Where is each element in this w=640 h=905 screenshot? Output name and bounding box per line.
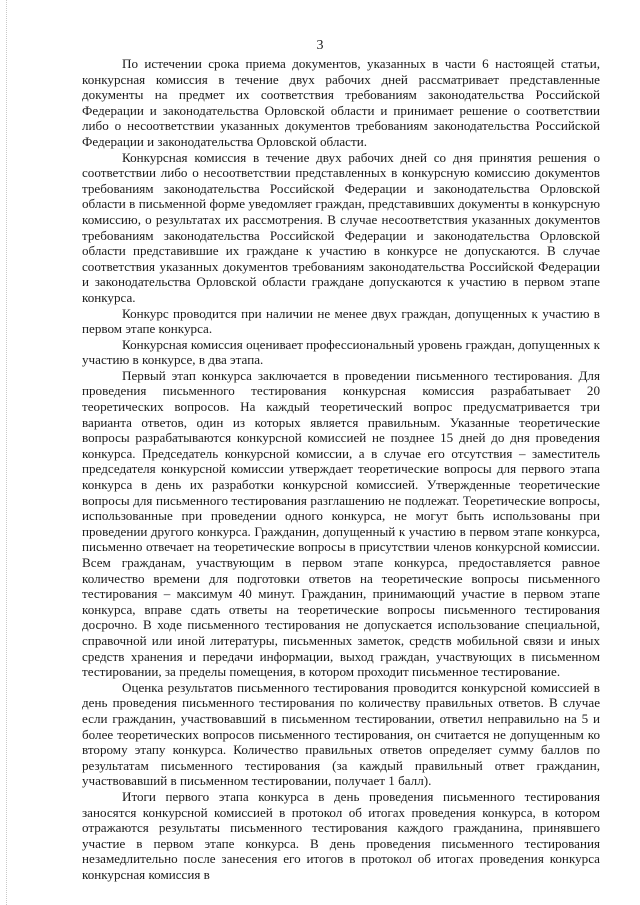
paragraph-two-stages: Конкурсная комиссия оценивает профессиональный уровень граждан, допущенных к участию в конкурсе, в два этапа. [82, 336, 600, 368]
scan-edge [6, 0, 8, 905]
document-body [82, 56, 600, 882]
paragraph-notification: Конкурсная комиссия в течение двух рабочих дней со дня принятия решения о соответствии либо о несоответствии представленных в конкурсную комиссию документов требованиям законодательства Российской Федерации и законодательства Орловской области в письменной форме уведомляет граждан, представивших документы в конкурсную комиссию, о результатах их рассмотрения. В случае несоответствия указанных документов требованиям законодательства Российской Федерации и законодательства Орловской области представившие их граждане к участию в конкурсе не допускаются. В случае соответствия указанных документов требованиям законодательства Российской Федерации и законодательства Орловской области граждане допускаются к участию в первом этапе конкурса. [82, 149, 600, 305]
paragraph-first-stage-results: Итоги первого этапа конкурса в день проведения письменного тестирования заносятся конкурсной комиссией в протокол об итогах проведения конкурса, в котором отражаются результаты письменного тестирования каждого гражданина, принявшего участие в первом этапе конкурса. В день проведения письменного тестирования незамедлительно после занесения его итогов в протокол об итогах проведения конкурса конкурсная комиссия в [82, 788, 600, 882]
paragraph-minimum-participants: Конкурс проводится при наличии не менее двух граждан, допущенных к участию в первом этапе конкурса. [82, 305, 600, 337]
paragraph-test-evaluation: Оценка результатов письменного тестирования проводится конкурсной комиссией в день проведения письменного тестирования по количеству правильных ответов. В случае если гражданин, участвовавший в письменном тестировании, ответил неправильно на 5 и более теоретических вопросов письменного тестирования, он считается не допущенным ко второму этапу конкурса. Количество правильных ответов определяет сумму баллов по результатам письменного тестирования (за каждый правильный ответ гражданин, участвовавший в письменном тестировании, получает 1 балл). [82, 679, 600, 789]
page-number: 3 [316, 38, 324, 53]
paragraph-document-review: По истечении срока приема документов, указанных в части 6 настоящей статьи, конкурсная комиссия в течение двух рабочих дней рассматривает представленные документы на предмет их соответствия требованиям законодательства Российской Федерации и законодательства Орловской области и принимает решение о соответствии либо о несоответствии указанных документов требованиям законодательства Российской Федерации и законодательства Орловской области. [82, 56, 600, 149]
paragraph-written-test: Первый этап конкурса заключается в проведении письменного тестирования. Для проведения письменного тестирования конкурсная комиссия разрабатывает 20 теоретических вопросов. На каждый теоретический вопрос предусматривается три варианта ответов, один из которых является правильным. Указанные теоретические вопросы разрабатываются конкурсной комиссией не позднее 15 дней до дня проведения конкурса. Председатель конкурсной комиссии, а в случае его отсутствия – заместитель председателя конкурсной комиссии утверждает теоретические вопросы для первого этапа конкурса в день их разработки конкурсной комиссией. Утвержденные теоретические вопросы для письменного тестирования разглашению не подлежат. Теоретические вопросы, использованные при проведении одного конкурса, не могут быть использованы при проведении другого конкурса. Гражданин, допущенный к участию в первом этапе конкурса, письменно отвечает на теоретические вопросы в присутствии членов конкурсной комиссии. Всем гражданам, участвующим в первом этапе конкурса, предоставляется равное количество времени для подготовки ответов на теоретические вопросы письменного тестирования – максимум 40 минут. Гражданин, принимающий участие в первом этапе конкурса, вправе сдать ответы на теоретические вопросы письменного тестирования досрочно. В ходе письменного тестирования не допускается использование специальной, справочной или иной литературы, письменных заметок, средств мобильной связи и иных средств хранения и передачи информации, выход граждан, участвующих в письменном тестировании, за пределы помещения, в котором проходит письменное тестирование. [82, 367, 600, 680]
